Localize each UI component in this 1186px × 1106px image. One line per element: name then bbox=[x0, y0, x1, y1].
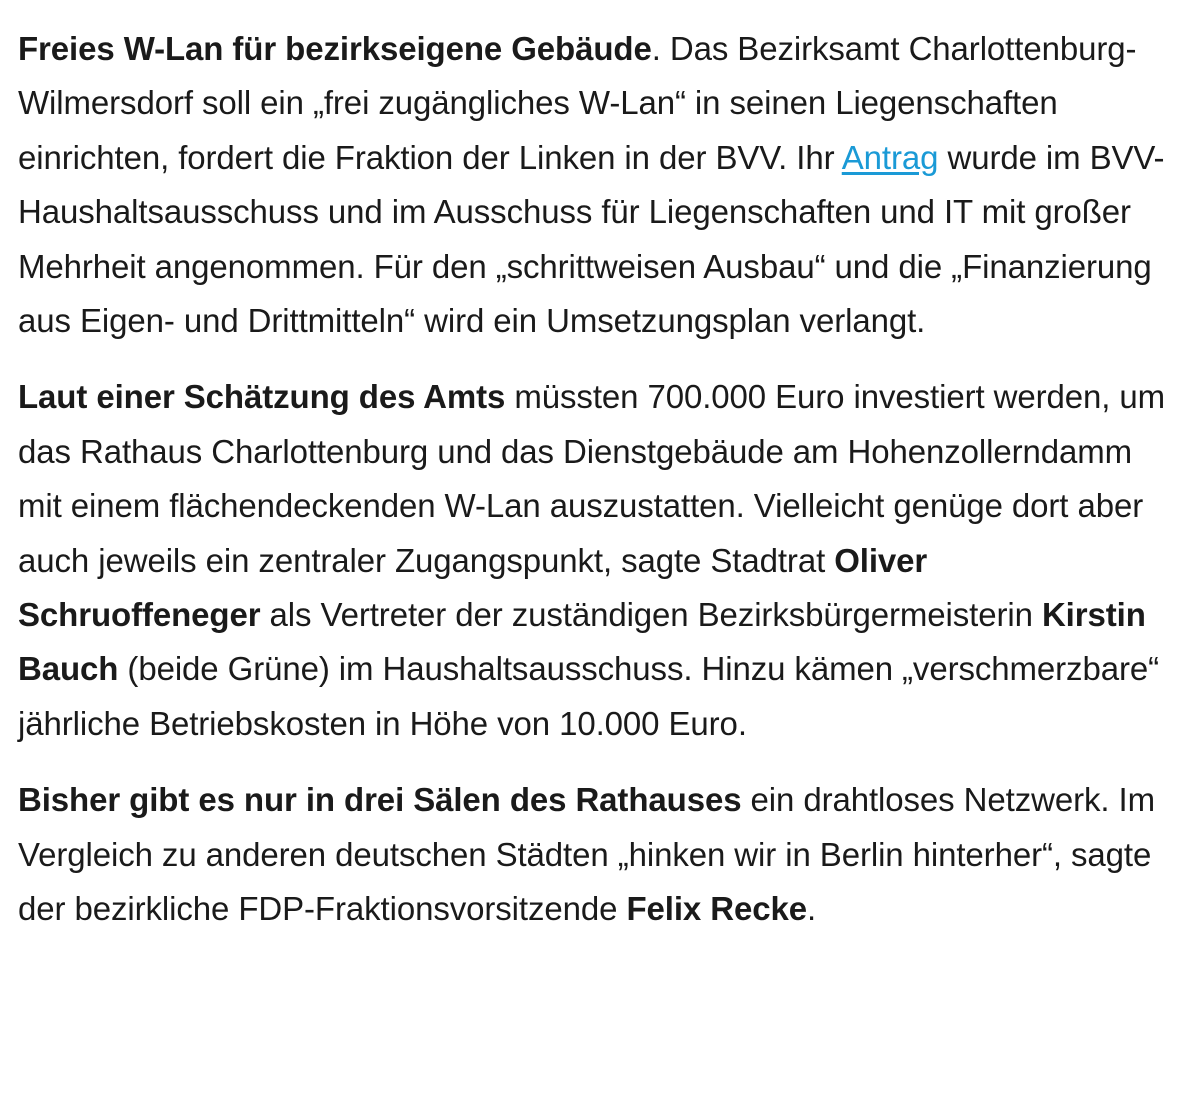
paragraph-text: ein drahtloses Netzwerk. Im Vergleich zu anderen deutschen Städten „hinken wir in Berlin hinterher“, sagte der bezirkliche FDP-Fraktionsvorsitzende bbox=[18, 781, 1155, 928]
paragraph-text: (beide Grüne) im Haushaltsausschuss. Hinzu kämen „verschmerzbare“ jährliche Betriebskosten in Höhe von 10.000 Euro. bbox=[18, 650, 1159, 742]
paragraph-lead: Freies W-Lan für bezirkseigene Gebäude bbox=[18, 30, 652, 67]
paragraph-text: müssten 700.000 Euro investiert werden, um das Rathaus Charlottenburg und das Dienstgebäude am Hohenzollerndamm mit einem flächendeckenden W-Lan auszustatten. Vielleicht genüge dort aber auch jeweils ein zentraler Zugangspunkt, sagte Stadtrat bbox=[18, 378, 1166, 579]
person-name: Felix Recke bbox=[626, 890, 807, 928]
paragraph-lead: Laut einer Schätzung des Amts bbox=[18, 378, 506, 416]
article-body bbox=[18, 22, 1168, 959]
person-name: Kirstin Bauch bbox=[18, 596, 1146, 688]
paragraph-text: . Das Bezirksamt Charlottenburg-Wilmersdorf soll ein „frei zugängliches W-Lan“ in seinen Liegenschaften einrichten, fordert die Fraktion der Linken in der BVV. Ihr bbox=[18, 30, 1137, 176]
paragraph-current-state bbox=[18, 773, 1168, 936]
paragraph-wlan-request bbox=[18, 22, 1168, 348]
paragraph-lead: Bisher gibt es nur in drei Sälen des Rathauses bbox=[18, 781, 742, 819]
person-name: Oliver Schruoffeneger bbox=[18, 541, 928, 634]
paragraph-text: als Vertreter der zuständigen Bezirksbürgermeisterin bbox=[260, 596, 1042, 634]
paragraph-text: wurde im BVV-Haushaltsausschuss und im Ausschuss für Liegenschaften und IT mit großer Mehrheit angenommen. Für den „schrittweisen Ausbau“ und die „Finanzierung aus Eigen- und Drittmitteln“ wird ein Umsetzungsplan verlangt. bbox=[18, 138, 1165, 340]
paragraph-cost-estimate bbox=[18, 370, 1168, 751]
antrag-link[interactable]: Antrag bbox=[841, 138, 939, 176]
paragraph-text: . bbox=[806, 890, 817, 928]
